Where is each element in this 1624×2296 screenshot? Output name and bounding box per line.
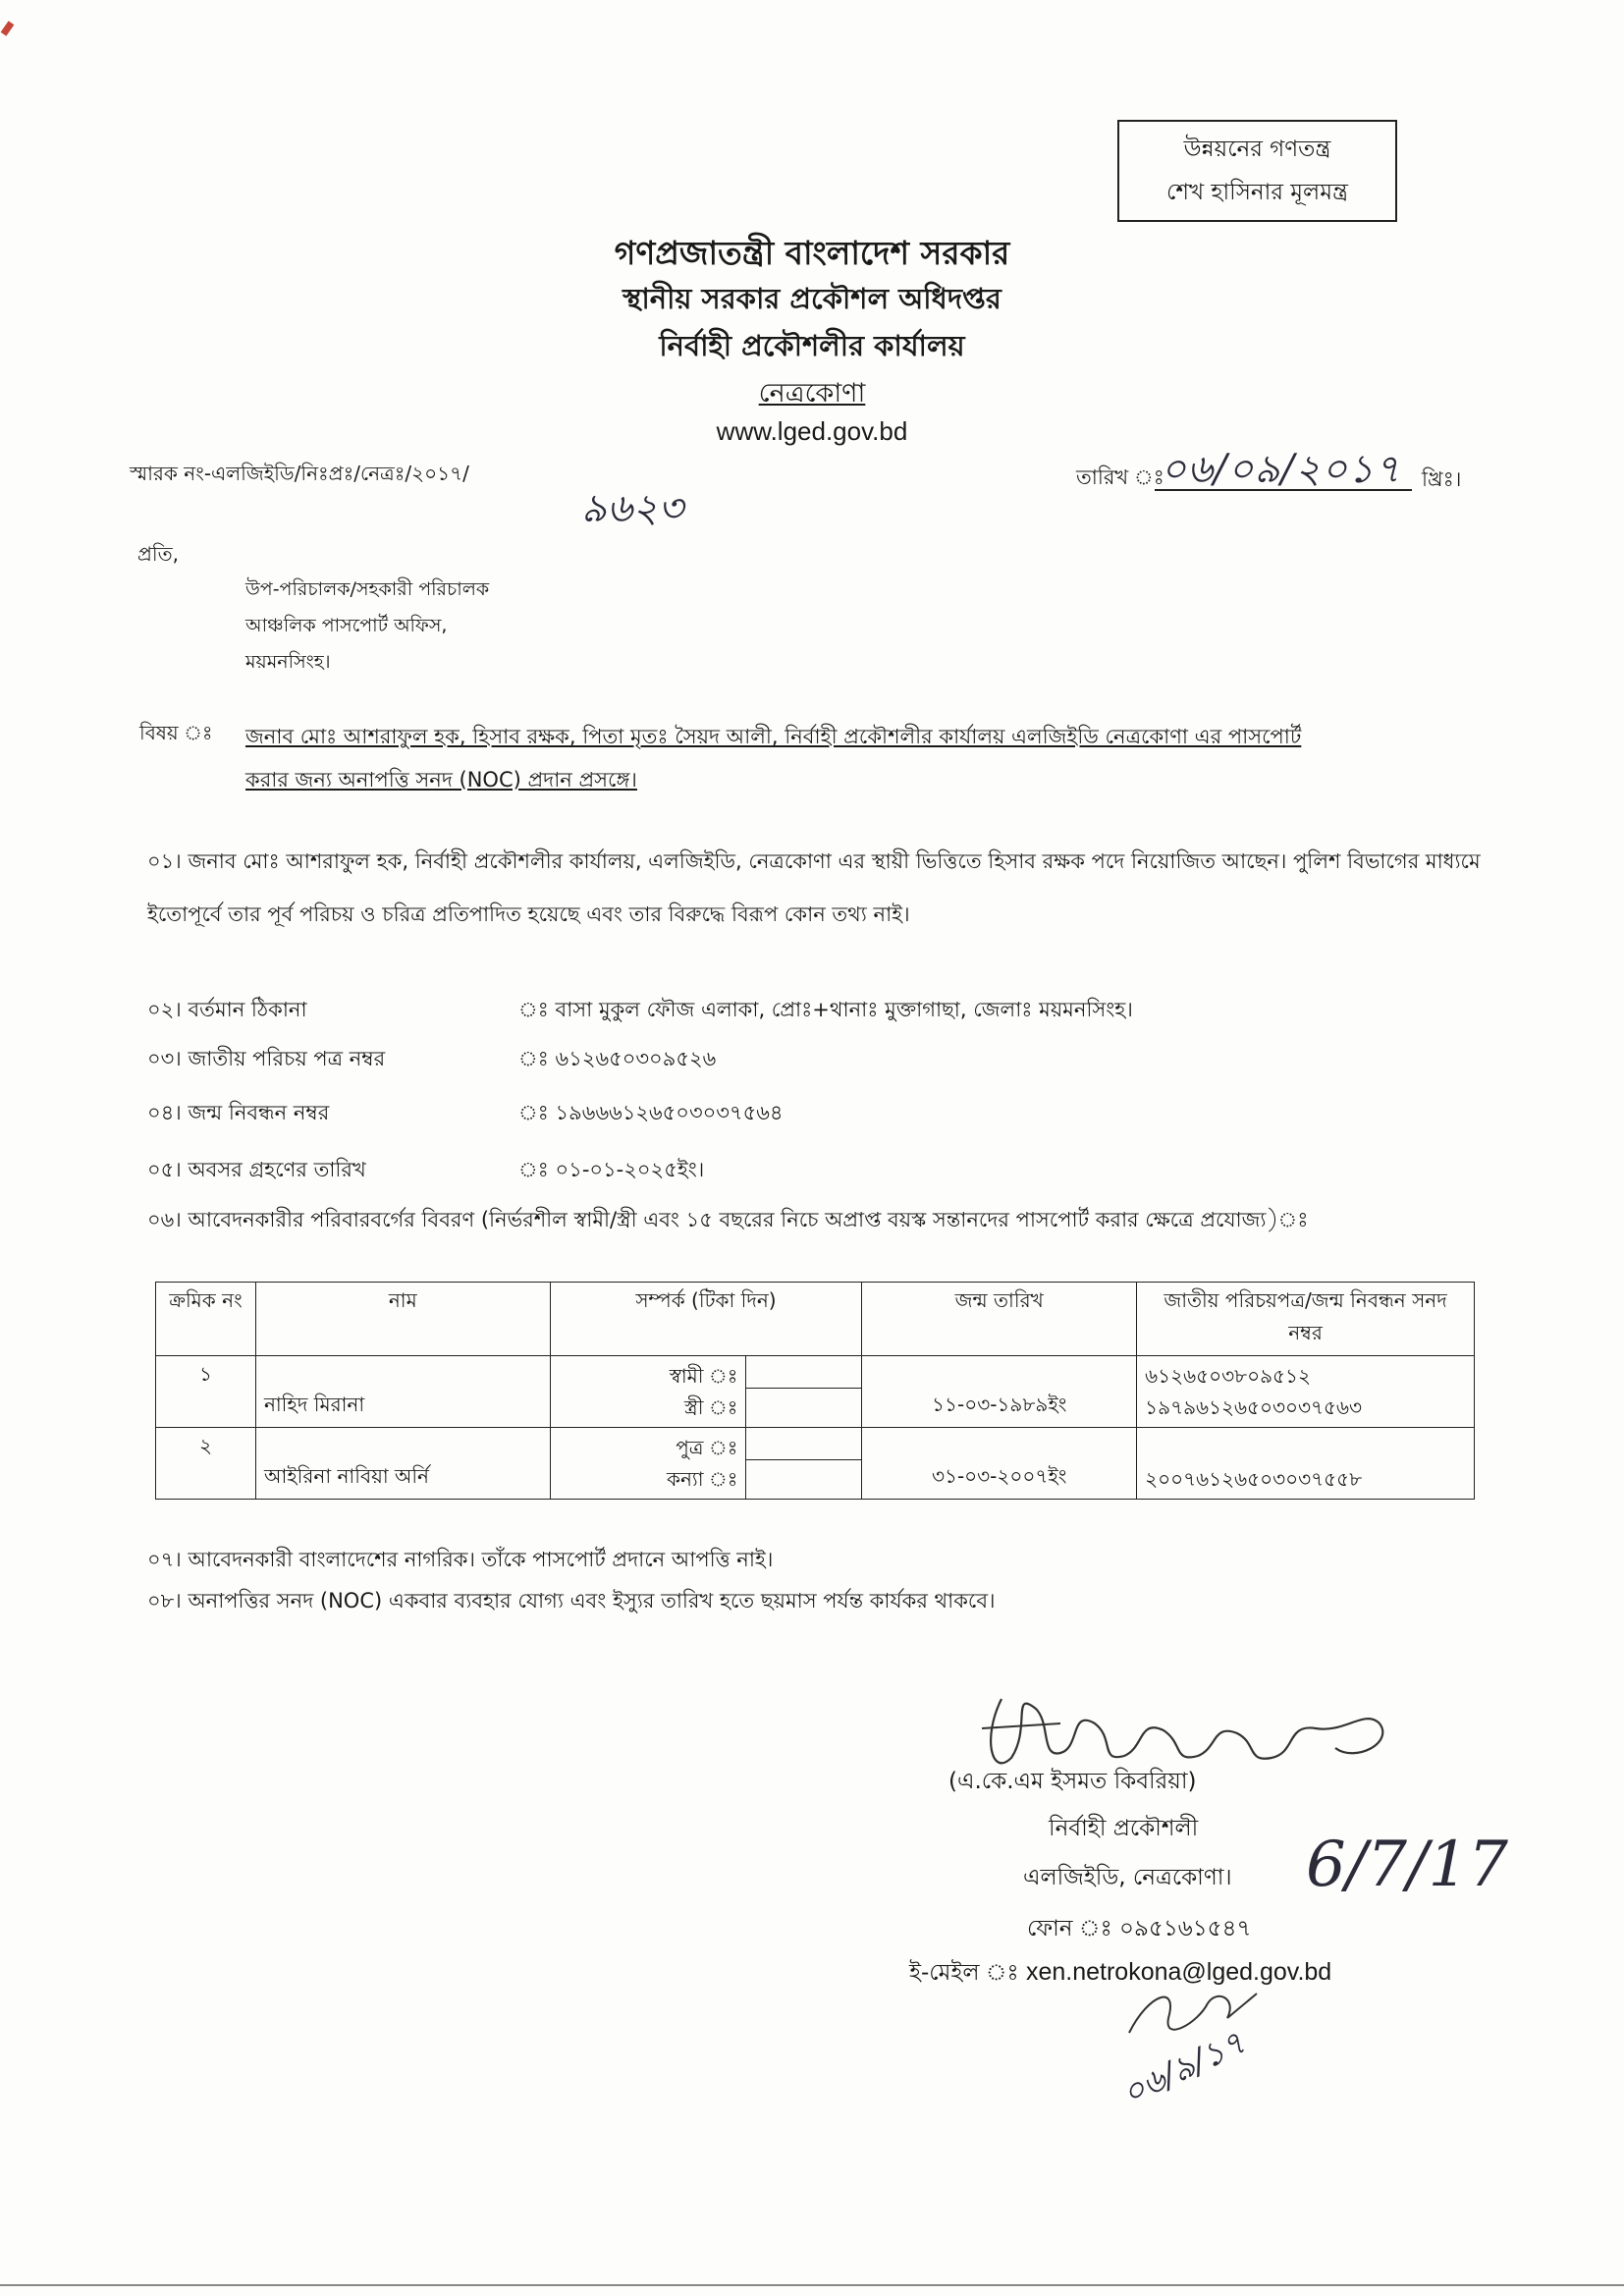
row-serial: ১ (156, 1356, 256, 1428)
row-id-2: ১৯৭৯৬১২৬৫০৩০৩৭৫৬৩ (1145, 1395, 1363, 1419)
tick-box-son[interactable] (746, 1428, 861, 1460)
row-id-numbers (1137, 1428, 1475, 1500)
recipient-line-2: আঞ্চলিক পাসপোর্ট অফিস, (245, 615, 448, 636)
memo-number-handwritten: ৯৬২৩ (581, 486, 683, 531)
relation-husband: স্বামী ঃ (669, 1364, 738, 1388)
tick-box-daughter[interactable] (746, 1460, 861, 1492)
government-title: গণপ্রজাতন্ত্রী বাংলাদেশ সরকার (614, 234, 1010, 272)
relation-tick-boxes (746, 1356, 862, 1428)
department-title: স্থানীয় সরকার প্রকৌশল অধিদপ্তর (623, 282, 1001, 315)
relation-tick-boxes (746, 1428, 862, 1500)
birth-reg-value: ঃ ১৯৬৬৬১২৬৫০৩০৩৭৫৬৪ (518, 1101, 784, 1124)
header-serial: ক্রমিক নং (156, 1283, 256, 1356)
subject-label: বিষয় ঃ (139, 721, 213, 744)
date-suffix: খ্রিঃ। (1422, 467, 1462, 491)
header-dob: জন্ম তারিখ (862, 1283, 1137, 1356)
address-value: ঃ বাসা মুকুল ফৌজ এলাকা, প্রোঃ+থানাঃ মুক্তাগাছা, জেলাঃ ময়মনসিংহ। (518, 998, 1133, 1021)
slogan-line-2: শেখ হাসিনার মূলমন্ত্র (1166, 180, 1348, 205)
slogan-box (1117, 120, 1397, 222)
memo-number-label: স্মারক নং-এলজিইডি/নিঃপ্রঃ/নেত্রঃ/২০১৭/ (130, 462, 469, 485)
birth-reg-label: ০৪। জন্ম নিবন্ধন নম্বর (147, 1101, 330, 1124)
handwritten-side-date: 6/7/17 (1306, 1829, 1508, 1901)
corner-ink-mark (1, 21, 15, 35)
row-relation-labels (550, 1428, 746, 1500)
subject-text (245, 715, 1502, 801)
nid-value: ঃ ৬১২৬৫০৩০৯৫২৬ (518, 1047, 717, 1070)
row-relation-labels (550, 1356, 746, 1428)
row-serial: ২ (156, 1428, 256, 1500)
table-row (156, 1356, 1475, 1428)
retirement-date-value: ঃ ০১-০১-২০২৫ইং। (518, 1158, 705, 1181)
district-text: নেত্রকোণা (758, 378, 866, 409)
district-title (0, 373, 1624, 417)
subject-line-1: জনাব মোঃ আশরাফুল হক, হিসাব রক্ষক, পিতা মৃতঃ সৈয়দ আলী, নির্বাহী প্রকৌশলীর কার্যালয় এলজিইডি নেত্রকোণা এর পাসপোর্ট (245, 725, 1302, 748)
table-row (156, 1428, 1475, 1500)
recipient-line-3: ময়মনসিংহ। (245, 651, 331, 673)
row-id-1 (1145, 1432, 1466, 1463)
retirement-date-label: ০৫। অবসর গ্রহণের তারিখ (147, 1158, 366, 1181)
row-name: আইরিনা নাবিয়া অর্নি (255, 1428, 550, 1500)
header-id: জাতীয় পরিচয়পত্র/জন্ম নিবন্ধন সনদ নম্বর (1137, 1283, 1475, 1356)
subject-line-2: করার জন্য অনাপত্তি সনদ (NOC) প্রদান প্রসঙ্গে। (245, 768, 637, 792)
recipient-line-1: উপ-পরিচালক/সহকারী পরিচালক (245, 578, 490, 600)
slogan-line-1: উন্নয়নের গণতন্ত্র (1183, 137, 1331, 162)
date-handwritten: ০৬/০৯/২০১৭ (1161, 447, 1401, 492)
tick-box-wife[interactable] (746, 1389, 861, 1420)
family-intro: ০৬। আবেদনকারীর পরিবারবর্গের বিবরণ (নির্ভরশীল স্বামী/স্ত্রী এবং ১৫ বছরের নিচে অপ্রাপ্ত বয়স্ক সন্তানদের পাসপোর্ট করার ক্ষেত্রে প্রযোজ্য)ঃ (147, 1208, 1309, 1231)
scan-bottom-edge (0, 2284, 1624, 2286)
nid-label: ০৩। জাতীয় পরিচয় পত্র নম্বর (147, 1047, 386, 1070)
recipient-to: প্রতি, (137, 542, 180, 566)
relation-daughter: কন্যা ঃ (666, 1467, 738, 1491)
header-relation: সম্পর্ক (টিকা দিন) (550, 1283, 862, 1356)
website-link[interactable]: www.lged.gov.bd (716, 416, 908, 446)
row-dob: ১১-০৩-১৯৮৯ইং (862, 1356, 1137, 1428)
signatory-name: (এ.কে.এম ইসমত কিবরিয়া) (948, 1769, 1197, 1794)
row-dob: ৩১-০৩-২০০৭ইং (862, 1428, 1137, 1500)
signatory-title: নির্বাহী প্রকৌশলী (1049, 1816, 1199, 1841)
handwritten-initial-date: ০৬/৯/১৭ (1115, 2022, 1252, 2114)
office-title: নির্বাহী প্রকৌশলীর কার্যালয় (659, 329, 965, 362)
email-label: ই-মেইল ঃ (909, 1960, 1019, 1986)
row-id-2: ২০০৭৬১২৬৫০৩০৩৭৫৫৮ (1145, 1467, 1363, 1491)
signatory-phone: ফোন ঃ ০৯৫১৬১৫৪৭ (1027, 1916, 1252, 1941)
relation-wife: স্ত্রী ঃ (684, 1395, 738, 1419)
email-link[interactable]: xen.netrokona@lged.gov.bd (1025, 1958, 1332, 1986)
paragraph-1: ০১। জনাব মোঃ আশরাফুল হক, নির্বাহী প্রকৌশলীর কার্যালয়, এলজিইডি, নেত্রকোণা এর স্থায়ী ভিত্তিতে হিসাব রক্ষক পদে নিয়োজিত আছেন। পুলিশ বিভাগের মাধ্যমে ইতোপূর্বে তার পূর্ব পরিচয় ও চরিত্র প্রতিপাদিত হয়েছে এবং তার বিরুদ্ধে বিরূপ কোন তথ্য নাই। (147, 849, 1481, 926)
date-label: তারিখ ঃ (1076, 465, 1164, 489)
signatory-office: এলজিইডি, নেত্রকোণা। (1023, 1865, 1232, 1890)
paragraph-8: ০৮। অনাপত্তির সনদ (NOC) একবার ব্যবহার যোগ্য এবং ইস্যুর তারিখ হতে ছয়মাস পর্যন্ত কার্যকর থাকবে। (147, 1589, 996, 1613)
paragraph-7: ০৭। আবেদনকারী বাংলাদেশের নাগরিক। তাঁকে পাসপোর্ট প্রদানে আপত্তি নাই। (147, 1548, 774, 1571)
header-name: নাম (255, 1283, 550, 1356)
row-name: নাহিদ মিরানা (255, 1356, 550, 1428)
family-table-header (156, 1283, 1475, 1356)
family-table (155, 1282, 1475, 1500)
row-id-numbers (1137, 1356, 1475, 1428)
row-id-1: ৬১২৬৫০৩৮০৯৫১২ (1145, 1364, 1312, 1388)
address-label: ০২। বর্তমান ঠিকানা (147, 998, 307, 1021)
relation-son: পুত্র ঃ (676, 1436, 738, 1459)
tick-box-husband[interactable] (746, 1356, 861, 1389)
